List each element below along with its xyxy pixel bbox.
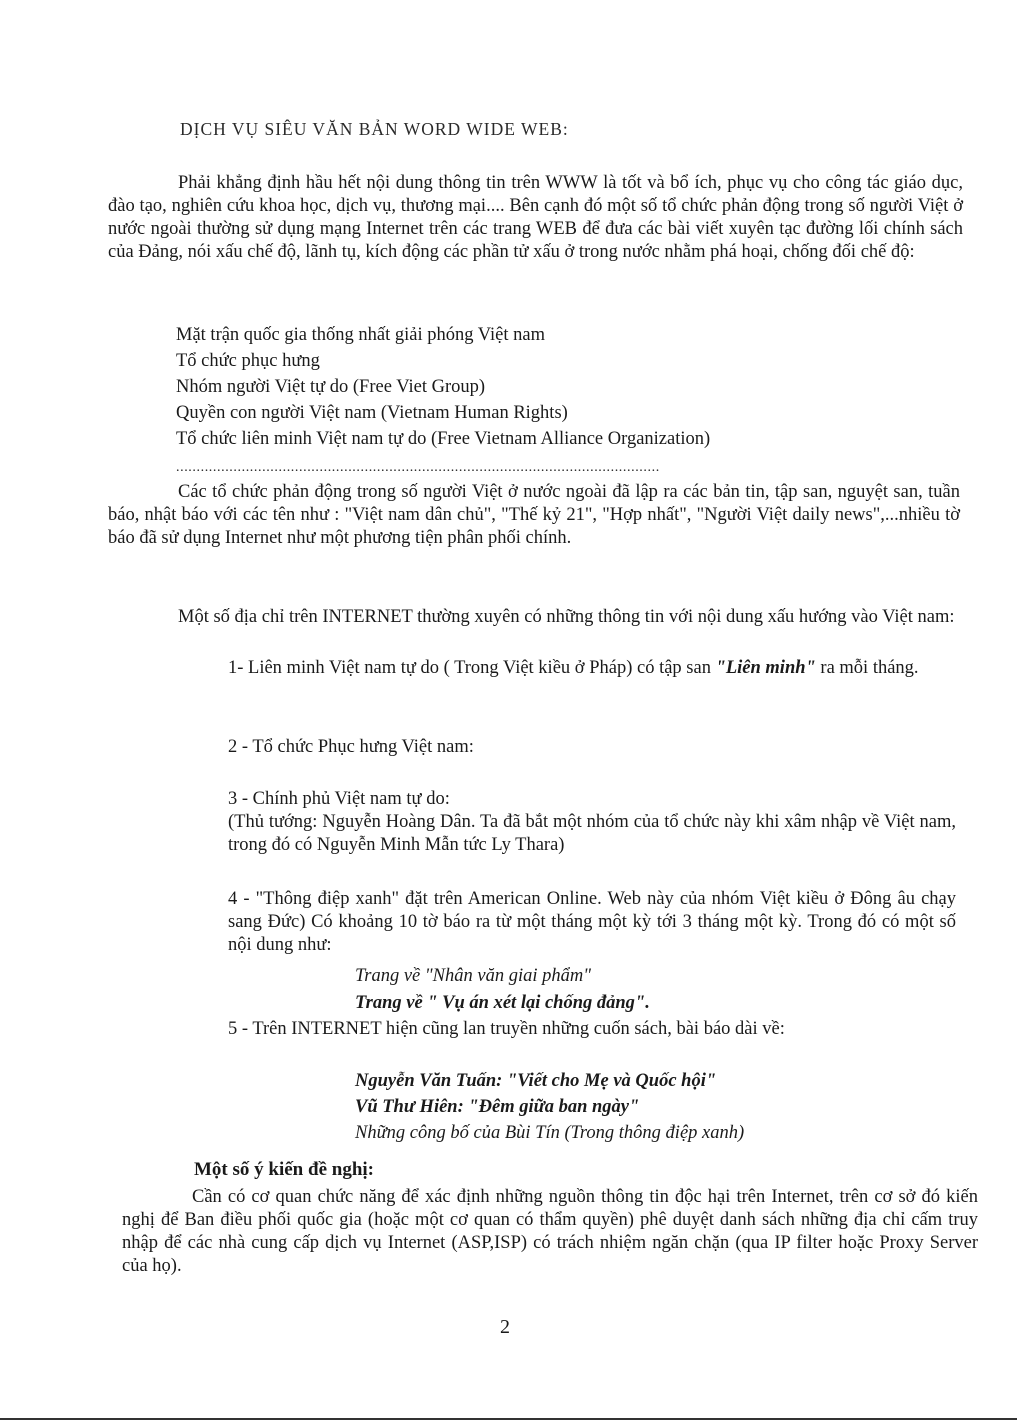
intro-text: Phải khẳng định hầu hết nội dung thông tin trên WWW là tốt và bổ ích, phục vụ cho công tác giáo dục, đào tạo, nghiên cứu khoa học, dịch vụ, thương mại.... Bên cạnh đó một số tổ chức phản động trong số người Việt ở nước ngoài thường sử dụng mạng Internet trên các trang WEB để đưa các bài viết xuyên tạc đường lối chính sách của Đảng, nói xấu chế độ, lãnh tụ, kích động các phần tử xấu ở trong nước nhằm phá hoại, chống đối chế độ:: [108, 173, 963, 262]
list-item: Quyền con người Việt nam (Vietnam Human Rights): [176, 403, 568, 423]
address-item-5: 5 - Trên INTERNET hiện cũng lan truyền những cuốn sách, bài báo dài về:: [228, 1019, 785, 1039]
proposals-text: Cần có cơ quan chức năng để xác định những nguồn thông tin độc hại trên Internet, trên cơ sở đó kiến nghị để Ban điều phối quốc gia (hoặc một cơ quan có thẩm quyền) phê duyệt danh sách những địa chỉ cấm truy nhập để các nhà cung cấp dịch vụ Internet (ASP,ISP) có trách nhiệm ngăn chặn (qua IP filter hoặc Proxy Server của họ).: [122, 1187, 978, 1276]
item-text: 1- Liên minh Việt nam tự do ( Trong Việt kiều ở Pháp) có tập san: [228, 658, 716, 678]
proposals-paragraph: [122, 1186, 978, 1278]
book-item: Vũ Thư Hiên: "Đêm giữa ban ngày": [355, 1097, 640, 1117]
item4-sub-2: Trang về " Vụ án xét lại chống đảng".: [355, 993, 650, 1013]
section-heading: DỊCH VỤ SIÊU VĂN BẢN WORD WIDE WEB:: [180, 119, 569, 139]
publications-text: Các tổ chức phản động trong số người Việt ở nước ngoài đã lập ra các bản tin, tập san, nguyệt san, tuần báo, nhật báo với các tên như : "Việt nam dân chủ", "Thế kỷ 21", "Hợp nhất", "Người Việt daily news",...nhiều tờ báo đã sử dụng Internet như một phương tiện phân phối chính.: [108, 482, 960, 548]
address-item-3: [228, 788, 956, 857]
list-item: Nhóm người Việt tự do (Free Viet Group): [176, 377, 486, 397]
book-item: Những công bố của Bùi Tín (Trong thông điệp xanh): [355, 1123, 745, 1143]
address-item-1: [228, 657, 956, 680]
dotted-separator: ......................................................................................................................: [176, 460, 660, 475]
addresses-intro: [168, 606, 958, 629]
list-item: Tổ chức phục hưng: [176, 351, 320, 371]
item-italic: "Liên minh": [715, 658, 816, 678]
item-text: 3 - Chính phủ Việt nam tự do:: [228, 789, 450, 809]
intro-paragraph: [108, 172, 963, 264]
list-item: Tổ chức liên minh Việt nam tự do (Free Vietnam Alliance Organization): [176, 429, 711, 449]
organization-list: [176, 322, 710, 452]
book-item: Nguyễn Văn Tuấn: "Viết cho Mẹ và Quốc hội": [355, 1071, 717, 1091]
bottom-border: [0, 1418, 1017, 1420]
item-tail: ra mỗi tháng.: [815, 658, 919, 678]
item-detail: (Thủ tướng: Nguyễn Hoàng Dân. Ta đã bắt một nhóm của tổ chức này khi xâm nhập về Việt nam, trong đó có Nguyễn Minh Mẫn tức Ly Thara): [228, 812, 956, 855]
proposals-heading: Một số ý kiến đề nghị:: [194, 1159, 374, 1180]
publications-paragraph: [108, 481, 960, 550]
page-number: 2: [500, 1316, 510, 1338]
addresses-intro-text: Một số địa chỉ trên INTERNET thường xuyên có những thông tin với nội dung xấu hướng vào Việt nam:: [178, 607, 955, 627]
list-item: Mặt trận quốc gia thống nhất giải phóng Việt nam: [176, 325, 545, 345]
address-item-2: 2 - Tổ chức Phục hưng Việt nam:: [228, 737, 474, 757]
item4-sub-1: Trang về "Nhân văn giai phẩm": [355, 966, 591, 986]
address-item-4: 4 - "Thông điệp xanh" đặt trên American Online. Web này của nhóm Việt kiều ở Đông âu chạy sang Đức) Có khoảng 10 tờ báo ra từ một tháng một kỳ tới 3 tháng một kỳ. Trong đó có một số nội dung như:: [228, 889, 956, 955]
